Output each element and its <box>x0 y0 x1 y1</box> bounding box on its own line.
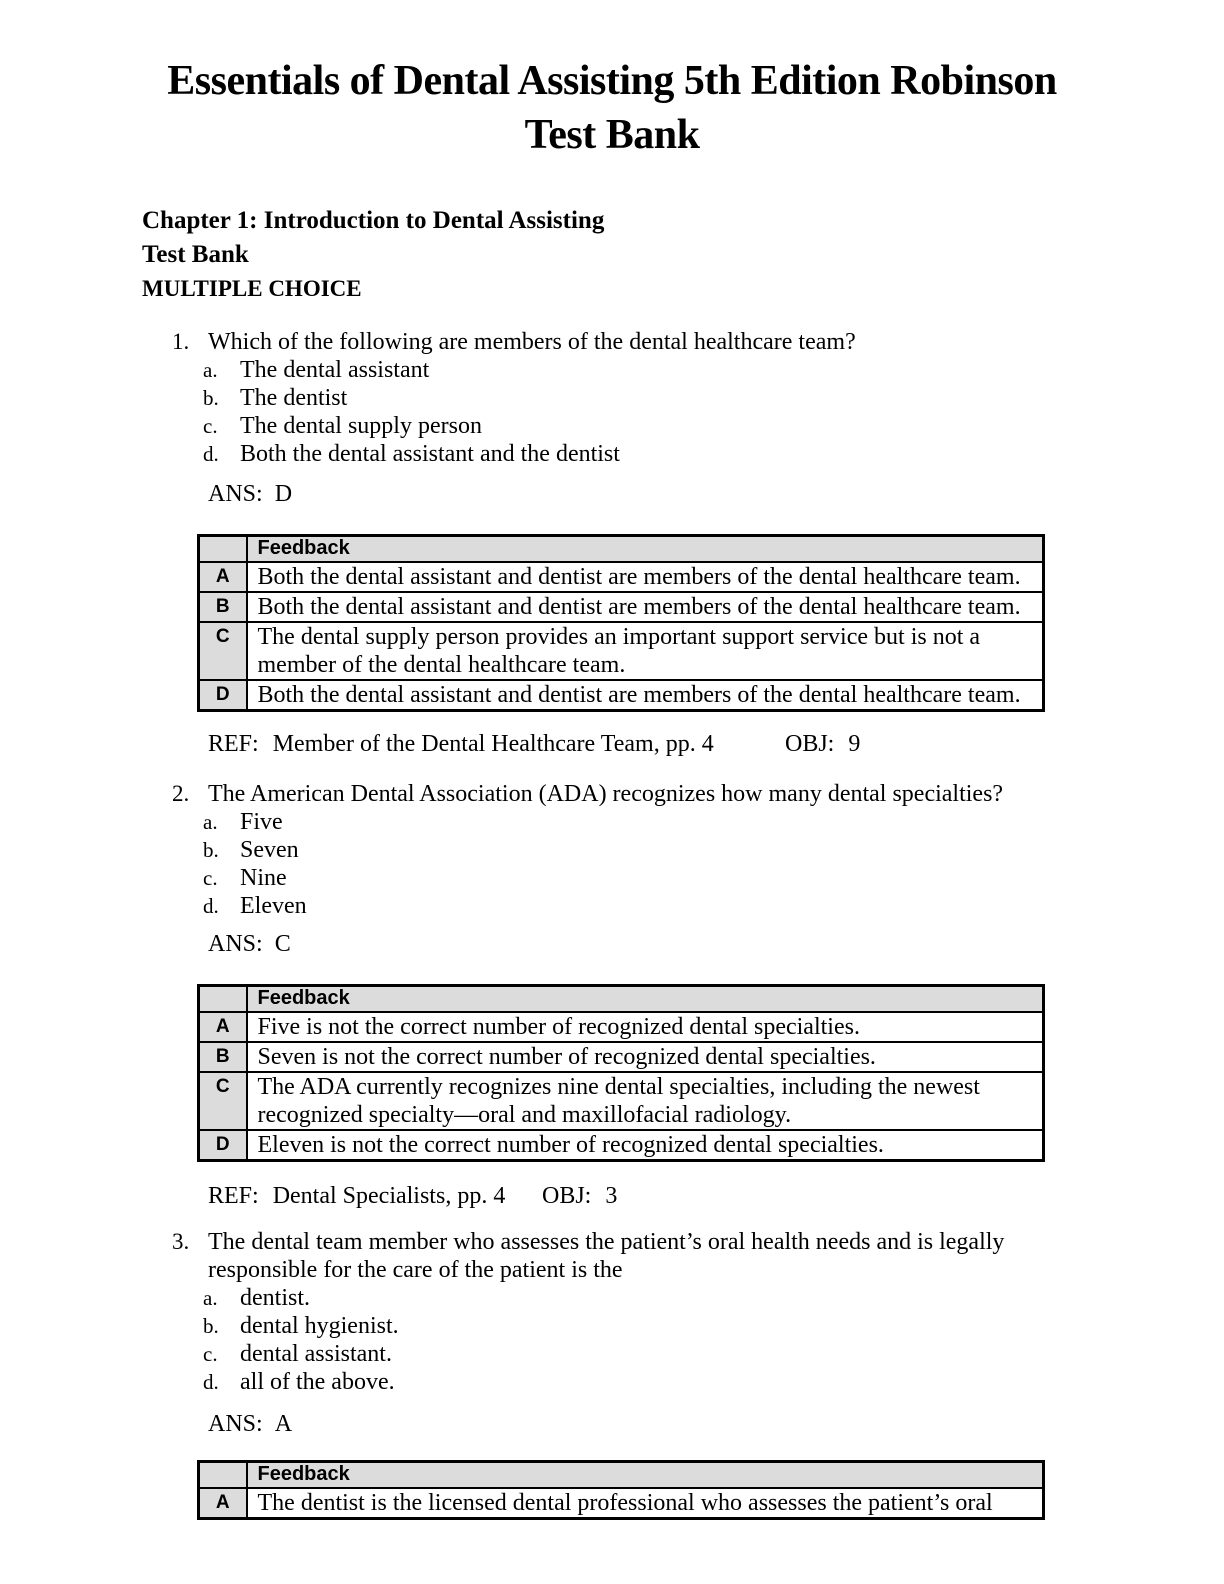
chapter-subheading: Test Bank <box>142 241 249 268</box>
feedback-text-cell: Both the dental assistant and dentist are members of the dental healthcare team. <box>247 680 1044 711</box>
feedback-row <box>199 562 1044 592</box>
question-text: Which of the following are members of the dental healthcare team? <box>208 329 856 355</box>
feedback-text-cell: Five is not the correct number of recognized dental specialties. <box>247 1012 1044 1042</box>
feedback-corner-cell <box>199 536 247 563</box>
question-1-stem <box>172 328 1072 356</box>
question-2-option-b <box>203 836 1072 864</box>
document-title-line1: Essentials of Dental Assisting 5th Edition Robinson <box>167 58 1057 104</box>
feedback-text-cell: The dental supply person provides an important support service but is not a member of the dental healthcare team. <box>247 622 1044 680</box>
reference-value: Dental Specialists, pp. 4 <box>272 1183 506 1209</box>
feedback-row <box>199 622 1044 680</box>
question-3 <box>172 1228 1072 1396</box>
feedback-letter-cell: D <box>199 1130 247 1161</box>
feedback-letter-cell: A <box>199 562 247 592</box>
answer-label: ANS: <box>208 1411 263 1437</box>
feedback-text-cell: Both the dental assistant and dentist are members of the dental healthcare team. <box>247 562 1044 592</box>
question-number: 1. <box>172 329 190 354</box>
option-text: Seven <box>240 837 299 863</box>
question-2-option-a <box>203 808 1072 836</box>
answer-line-3 <box>208 1410 292 1438</box>
option-text: dentist. <box>240 1285 310 1311</box>
question-3-option-d <box>203 1368 1072 1396</box>
feedback-letter-cell: B <box>199 592 247 622</box>
option-letter: c. <box>203 1342 218 1366</box>
option-text: dental assistant. <box>240 1341 392 1367</box>
feedback-row <box>199 1072 1044 1130</box>
feedback-row <box>199 1488 1044 1519</box>
feedback-text-cell: The ADA currently recognizes nine dental specialties, including the newest recognized specialty—oral and maxillofacial radiology. <box>247 1072 1044 1130</box>
feedback-text-cell: The dentist is the licensed dental professional who assesses the patient’s oral <box>247 1488 1044 1519</box>
option-letter: c. <box>203 866 218 890</box>
answer-label: ANS: <box>208 931 263 957</box>
option-letter: d. <box>203 894 219 918</box>
question-3-option-b <box>203 1312 1072 1340</box>
question-1-option-d <box>203 440 1072 468</box>
reference-line-1 <box>208 730 1108 758</box>
option-letter: b. <box>203 1314 219 1338</box>
objective-value: 3 <box>605 1183 618 1209</box>
question-1 <box>172 328 1072 468</box>
option-text: Five <box>240 809 283 835</box>
feedback-row <box>199 592 1044 622</box>
feedback-letter-cell: C <box>199 1072 247 1130</box>
option-letter: b. <box>203 386 219 410</box>
option-text: The dentist <box>240 385 348 411</box>
objective-label: OBJ: <box>785 731 835 757</box>
feedback-letter-cell: C <box>199 622 247 680</box>
answer-line-2 <box>208 930 291 958</box>
document-title <box>0 54 1224 162</box>
option-letter: a. <box>203 1286 218 1310</box>
reference-line-2 <box>208 1182 1108 1210</box>
reference-label: REF: <box>208 731 259 757</box>
option-text: all of the above. <box>240 1369 395 1395</box>
feedback-letter-cell: D <box>199 680 247 711</box>
answer-label: ANS: <box>208 481 263 507</box>
feedback-letter-cell: A <box>199 1012 247 1042</box>
question-number: 3. <box>172 1229 190 1254</box>
feedback-row <box>199 1130 1044 1161</box>
question-1-option-a <box>203 356 1072 384</box>
answer-value: C <box>274 931 291 957</box>
feedback-text-cell: Both the dental assistant and dentist are members of the dental healthcare team. <box>247 592 1044 622</box>
objective-group <box>542 1182 617 1210</box>
question-2 <box>172 780 1072 920</box>
option-text: dental hygienist. <box>240 1313 399 1339</box>
feedback-letter-cell: A <box>199 1488 247 1519</box>
option-text: Nine <box>240 865 287 891</box>
document-title-line2: Test Bank <box>524 112 700 158</box>
answer-value: A <box>274 1411 293 1437</box>
objective-group <box>785 730 860 758</box>
feedback-corner-cell <box>199 986 247 1013</box>
option-text: The dental supply person <box>240 413 482 439</box>
question-2-option-c <box>203 864 1072 892</box>
feedback-table-1 <box>197 534 1045 712</box>
feedback-header-cell: Feedback <box>247 1462 1044 1489</box>
question-3-option-a <box>203 1284 1072 1312</box>
feedback-header-row <box>199 1462 1044 1489</box>
chapter-heading: Chapter 1: Introduction to Dental Assisting <box>142 207 605 234</box>
question-1-option-c <box>203 412 1072 440</box>
feedback-corner-cell <box>199 1462 247 1489</box>
question-3-option-c <box>203 1340 1072 1368</box>
feedback-table-2 <box>197 984 1045 1162</box>
option-text: The dental assistant <box>240 357 430 383</box>
objective-label: OBJ: <box>542 1183 592 1209</box>
question-2-stem <box>172 780 1072 808</box>
feedback-letter-cell: B <box>199 1042 247 1072</box>
option-letter: a. <box>203 810 218 834</box>
option-letter: c. <box>203 414 218 438</box>
option-letter: a. <box>203 358 218 382</box>
option-text: Eleven <box>240 893 307 919</box>
option-text: Both the dental assistant and the dentist <box>240 441 620 467</box>
feedback-header-row <box>199 536 1044 563</box>
question-text: The American Dental Association (ADA) recognizes how many dental specialties? <box>208 781 1004 807</box>
section-heading: MULTIPLE CHOICE <box>142 276 362 301</box>
chapter-heading-block <box>142 204 604 272</box>
objective-value: 9 <box>848 731 861 757</box>
question-text: The dental team member who assesses the patient’s oral health needs and is legally responsible for the care of the patient is the <box>208 1229 1005 1283</box>
feedback-text-cell: Eleven is not the correct number of recognized dental specialties. <box>247 1130 1044 1161</box>
option-letter: d. <box>203 442 219 466</box>
feedback-text-cell: Seven is not the correct number of recognized dental specialties. <box>247 1042 1044 1072</box>
feedback-header-cell: Feedback <box>247 986 1044 1013</box>
feedback-row <box>199 1042 1044 1072</box>
answer-value: D <box>274 481 293 507</box>
feedback-row <box>199 680 1044 711</box>
question-2-option-d <box>203 892 1072 920</box>
option-letter: b. <box>203 838 219 862</box>
feedback-table-3 <box>197 1460 1045 1520</box>
feedback-header-row <box>199 986 1044 1013</box>
question-1-option-b <box>203 384 1072 412</box>
answer-line-1 <box>208 480 292 508</box>
question-3-stem <box>172 1228 1072 1284</box>
option-letter: d. <box>203 1370 219 1394</box>
reference-label: REF: <box>208 1183 259 1209</box>
feedback-row <box>199 1012 1044 1042</box>
reference-value: Member of the Dental Healthcare Team, pp. 4 <box>272 731 714 757</box>
feedback-header-cell: Feedback <box>247 536 1044 563</box>
question-number: 2. <box>172 781 190 806</box>
